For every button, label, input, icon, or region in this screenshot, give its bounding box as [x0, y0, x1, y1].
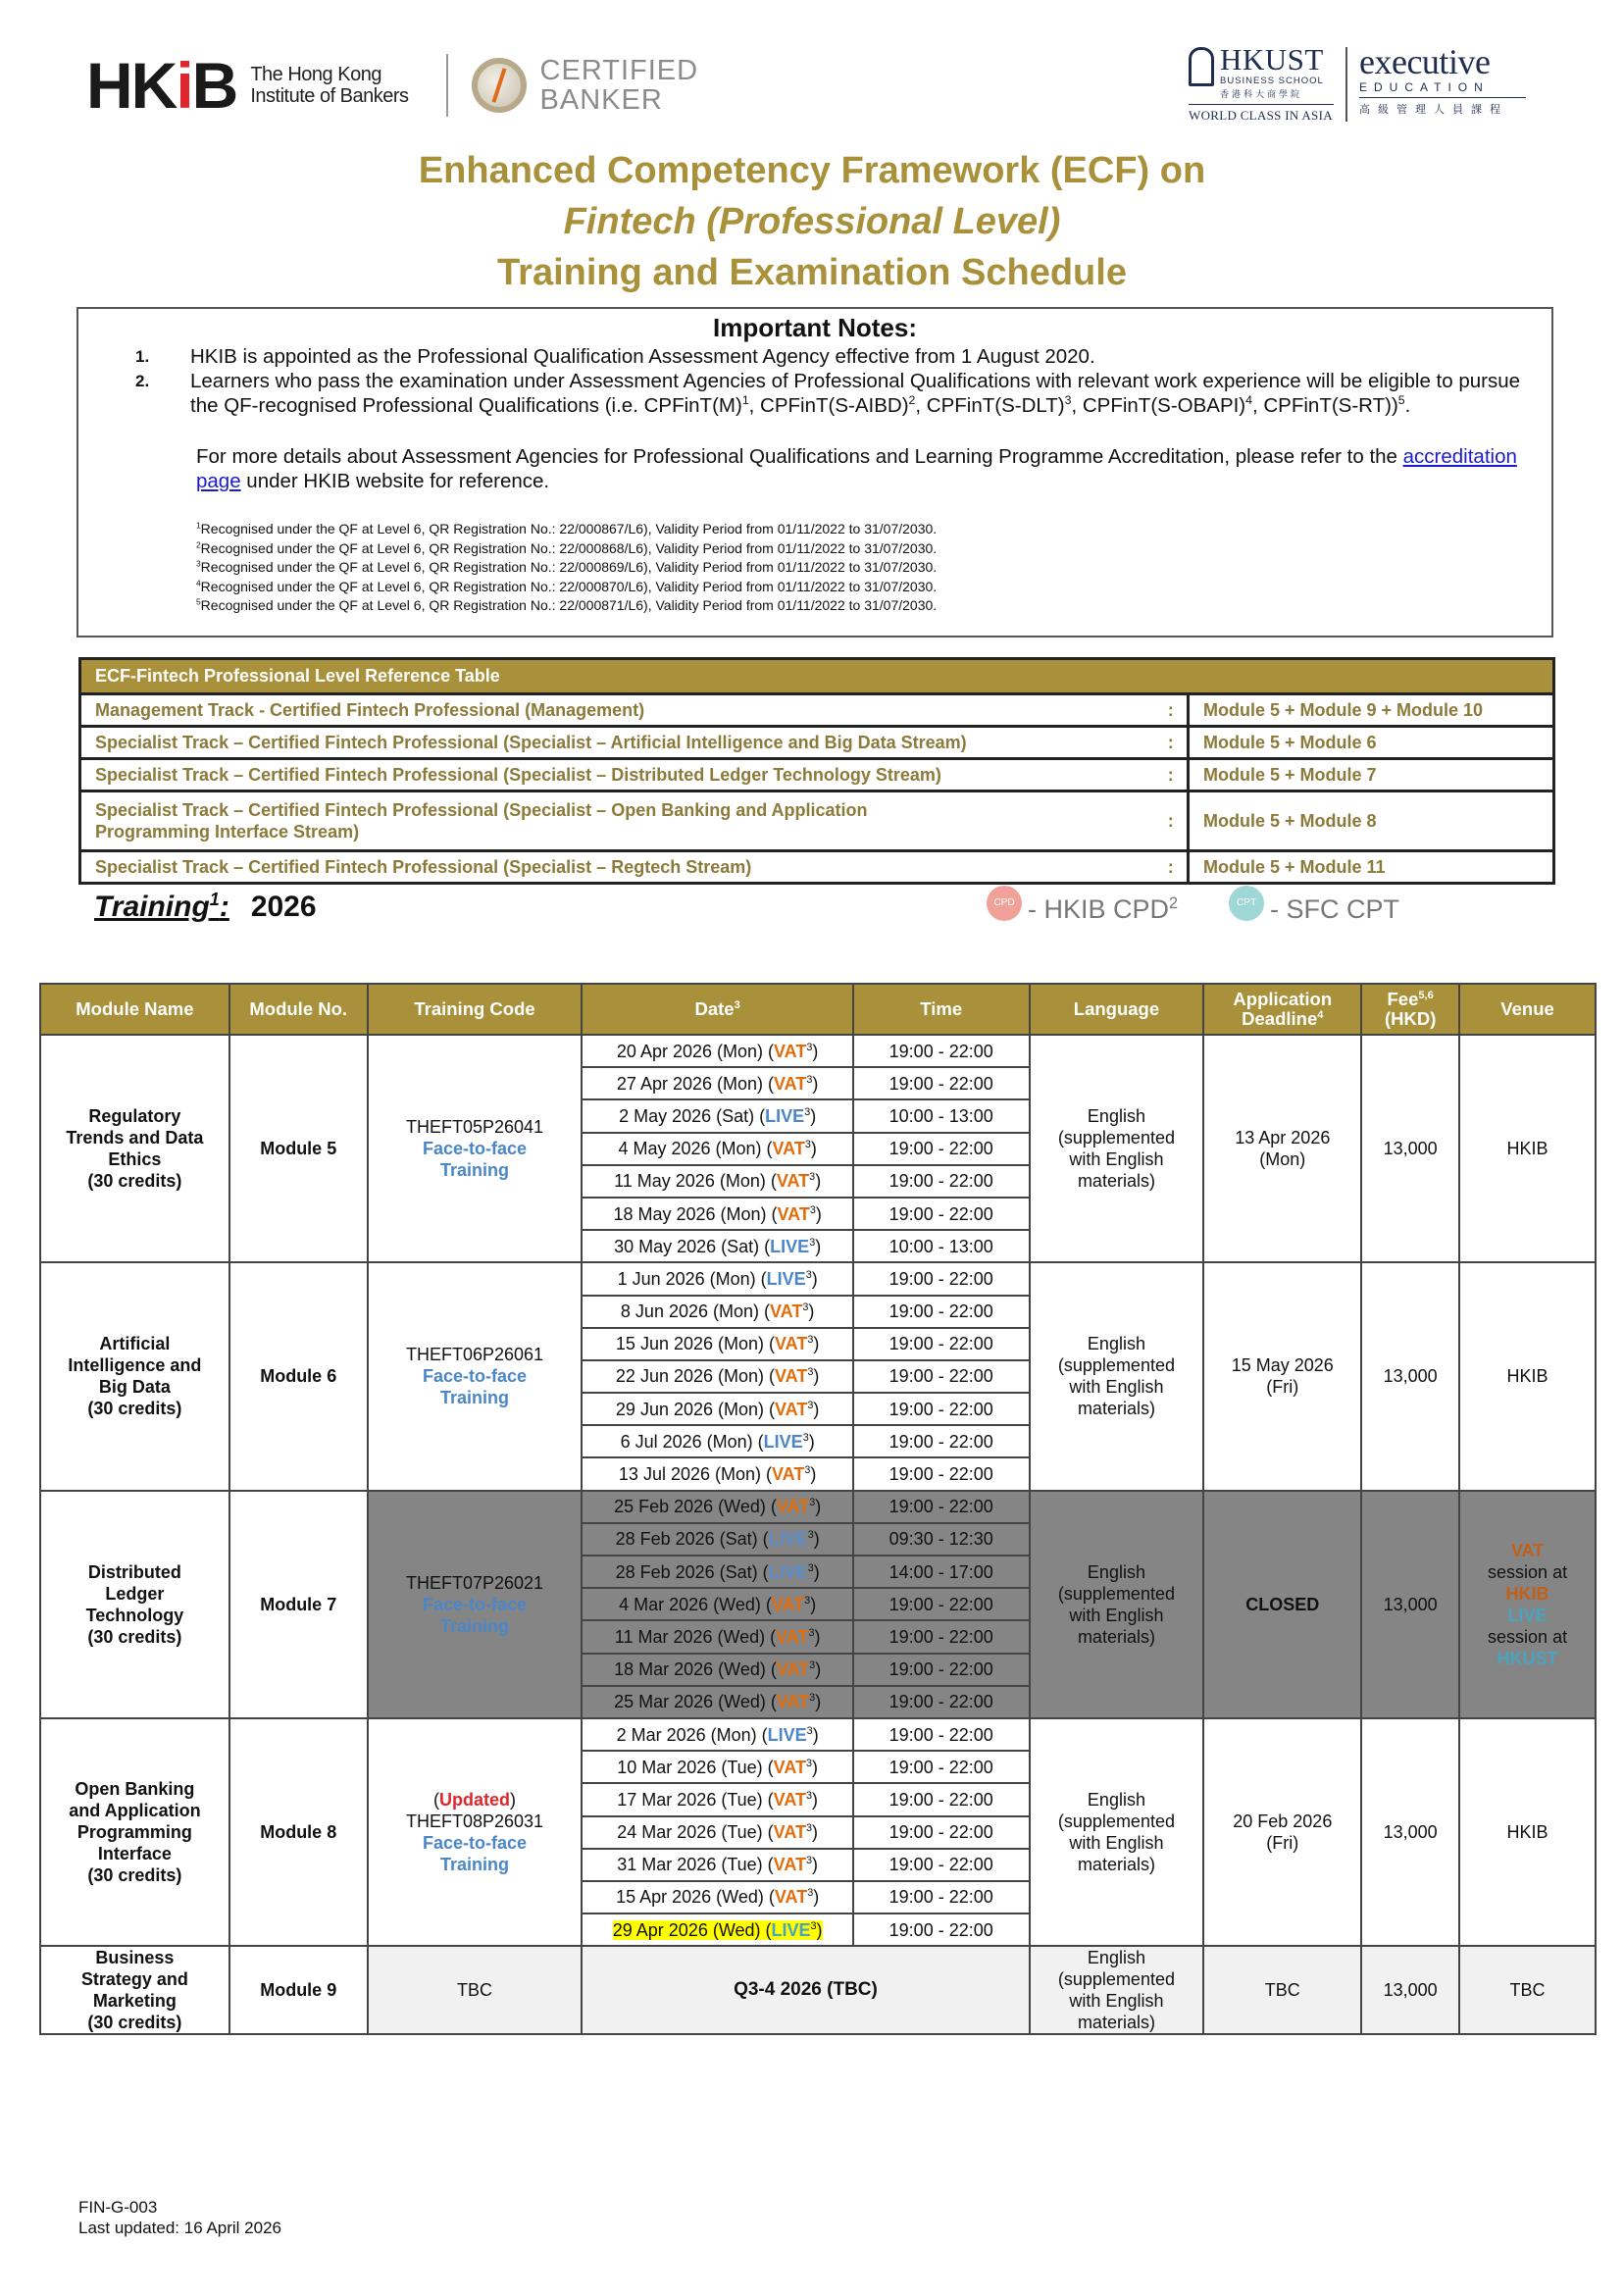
module-no: Module 8: [229, 1718, 368, 1946]
exec-chinese: 高級管理人員課程: [1359, 104, 1508, 116]
header-module-no: Module No.: [229, 984, 368, 1035]
header-training-code: Training Code: [368, 984, 583, 1035]
session-date: 11 Mar 2026 (Wed) (VAT$^3$): [582, 1620, 852, 1653]
session-time: 19:00 - 22:00: [853, 1328, 1030, 1360]
document-footer: [78, 2197, 281, 2238]
training-schedule-table: [39, 983, 1597, 2035]
venue: HKIB: [1459, 1262, 1596, 1490]
session-time: 19:00 - 22:00: [853, 1654, 1030, 1686]
session-row: [40, 1718, 1596, 1751]
footnotes: [196, 520, 1530, 616]
language: English (supplemented with English materials): [1030, 1946, 1204, 2034]
module-row: [40, 1946, 1596, 2034]
session-time: 19:00 - 22:00: [853, 1718, 1030, 1751]
session-date: 15 Apr 2026 (Wed) (VAT$^3$): [582, 1881, 852, 1913]
session-time: 19:00 - 22:00: [853, 1816, 1030, 1849]
session-date: 25 Feb 2026 (Wed) (VAT$^3$): [582, 1491, 852, 1523]
reference-row: Specialist Track – Certified Fintech Professional (Specialist – Open Banking and Application Programming Interface Stream) : Module 5 + Module 8: [80, 791, 1554, 851]
session-time: 19:00 - 22:00: [853, 1133, 1030, 1165]
certified-banker-text: CERTIFIED BANKER: [539, 55, 699, 116]
hkib-logo-text: The Hong Kong Institute of Bankers: [250, 64, 409, 107]
session-time: 19:00 - 22:00: [853, 1783, 1030, 1815]
session-time: 19:00 - 22:00: [853, 1198, 1030, 1230]
session-date: 6 Jul 2026 (Mon) (LIVE$^3$): [582, 1425, 852, 1457]
exec-title: executive: [1359, 42, 1491, 81]
footnote: $^1$Recognised under the QF at Level 6, QR Registration No.: 22/000867/L6), Validity Period from 01/11/2022 to 31/07/2030.: [196, 520, 938, 536]
title-line-1: Enhanced Competency Framework (ECF) on: [418, 150, 1206, 191]
session-time: 09:30 - 12:30: [853, 1523, 1030, 1556]
session-date: 20 Apr 2026 (Mon) (VAT$^3$): [582, 1035, 852, 1067]
application-deadline: TBC: [1203, 1946, 1361, 2034]
application-deadline: 20 Feb 2026 (Fri): [1203, 1718, 1361, 1946]
accreditation-page-link[interactable]: accreditation page: [196, 445, 1517, 492]
training-year: 2026: [250, 891, 317, 923]
fee: 13,000: [1361, 1491, 1459, 1718]
session-date: Q3-4 2026 (TBC): [582, 1946, 1029, 2034]
training-code: THEFT07P26021 Face-to-face Training: [368, 1491, 583, 1718]
session-time: 14:00 - 17:00: [853, 1556, 1030, 1588]
logo-divider: [446, 54, 448, 117]
session-date: 30 May 2026 (Sat) (LIVE$^3$): [582, 1230, 852, 1262]
reference-row: Management Track - Certified Fintech Professional (Management) : Module 5 + Module 9 + Module 10: [80, 694, 1554, 727]
reference-table: [78, 657, 1555, 885]
notes-list: [100, 344, 1530, 418]
header-venue: Venue: [1459, 984, 1596, 1035]
session-date: 24 Mar 2026 (Tue) (VAT$^3$): [582, 1816, 852, 1849]
session-date: 31 Mar 2026 (Tue) (VAT$^3$): [582, 1849, 852, 1881]
session-date: 1 Jun 2026 (Mon) (LIVE$^3$): [582, 1262, 852, 1295]
footnote: $^3$Recognised under the QF at Level 6, QR Registration No.: 22/000869/L6), Validity Period from 01/11/2022 to 31/07/2030.: [196, 558, 938, 575]
language: English (supplemented with English materials): [1030, 1035, 1204, 1262]
cpt-badge-icon: CPT: [1229, 886, 1264, 921]
logo-divider: [1345, 47, 1347, 122]
session-date: 4 Mar 2026 (Wed) (VAT$^3$): [582, 1588, 852, 1620]
session-date: 28 Feb 2026 (Sat) (LIVE$^3$): [582, 1556, 852, 1588]
training-code: THEFT06P26061 Face-to-face Training: [368, 1262, 583, 1490]
notes-heading: Important Notes:: [713, 313, 917, 342]
session-time: 19:00 - 22:00: [853, 1913, 1030, 1946]
footnote: $^2$Recognised under the QF at Level 6, QR Registration No.: 22/000868/L6), Validity Period from 01/11/2022 to 31/07/2030.: [196, 538, 938, 556]
training-heading: Training$^1$: 2026: [94, 890, 317, 923]
session-time: 19:00 - 22:00: [853, 1035, 1030, 1067]
exec-ed-logo: [1359, 42, 1526, 128]
more-details-text: For more details about Assessment Agencies for Professional Qualifications and Learning Programme Accreditation, please refer to the accreditation page under HKIB website for reference.: [196, 445, 1517, 492]
reference-table-header: ECF-Fintech Professional Level Reference Table: [80, 659, 1554, 694]
header-time: Time: [853, 984, 1030, 1035]
session-date: 17 Mar 2026 (Tue) (VAT$^3$): [582, 1783, 852, 1815]
module-no: Module 9: [229, 1946, 368, 2034]
last-updated: Last updated: 16 April 2026: [78, 2219, 281, 2237]
header-fee: Fee$^{5,6}$ (HKD): [1361, 984, 1459, 1035]
session-date: 4 May 2026 (Mon) (VAT$^3$): [582, 1133, 852, 1165]
venue: TBC: [1459, 1946, 1596, 2034]
session-time: 19:00 - 22:00: [853, 1751, 1030, 1783]
language: English (supplemented with English materials): [1030, 1718, 1204, 1946]
session-date: 10 Mar 2026 (Tue) (VAT$^3$): [582, 1751, 852, 1783]
title-line-2: Fintech (Professional Level): [563, 201, 1061, 242]
credit-legend: CPD - HKIB CPD$^2$ CPT - SFC CPT: [987, 894, 1399, 925]
session-date: 13 Jul 2026 (Mon) (VAT$^3$): [582, 1457, 852, 1490]
session-time: 19:00 - 22:00: [853, 1457, 1030, 1490]
application-deadline-closed: CLOSED: [1203, 1491, 1361, 1718]
session-time: 19:00 - 22:00: [853, 1360, 1030, 1393]
session-time: 10:00 - 13:00: [853, 1230, 1030, 1262]
cpd-badge-icon: CPD: [987, 886, 1022, 921]
session-date: 2 May 2026 (Sat) (LIVE$^3$): [582, 1099, 852, 1132]
schedule-header-row: [40, 984, 1596, 1035]
title-line-3: Training and Examination Schedule: [497, 252, 1127, 293]
session-time: 19:00 - 22:00: [853, 1620, 1030, 1653]
module-no: Module 6: [229, 1262, 368, 1490]
module-no: Module 7: [229, 1491, 368, 1718]
venue: HKIB: [1459, 1035, 1596, 1262]
header-date: Date$^3$: [582, 984, 852, 1035]
session-time: 19:00 - 22:00: [853, 1849, 1030, 1881]
application-deadline: 13 Apr 2026 (Mon): [1203, 1035, 1361, 1262]
hkust-exec-ed-logo: [1189, 42, 1542, 128]
training-code: THEFT05P26041 Face-to-face Training: [368, 1035, 583, 1262]
header-module-name: Module Name: [40, 984, 229, 1035]
session-row: [40, 1491, 1596, 1523]
session-date: 22 Jun 2026 (Mon) (VAT$^3$): [582, 1360, 852, 1393]
module-name: Open Banking and Application Programming Interface (30 credits): [40, 1718, 229, 1946]
hkust-title: HKUST: [1220, 42, 1324, 77]
venue: VAT session at HKIB LIVE session at HKUST: [1459, 1491, 1596, 1718]
reference-row: Specialist Track – Certified Fintech Professional (Specialist – Artificial Intelligence and Big Data Stream) : Module 5 + Module 6: [80, 727, 1554, 759]
module-name: Business Strategy and Marketing (30 credits): [40, 1946, 229, 2034]
session-date: 2 Mar 2026 (Mon) (LIVE$^3$): [582, 1718, 852, 1751]
language: English (supplemented with English materials): [1030, 1262, 1204, 1490]
session-date: 27 Apr 2026 (Mon) (VAT$^3$): [582, 1067, 852, 1099]
session-date: 29 Jun 2026 (Mon) (VAT$^3$): [582, 1393, 852, 1425]
session-time: 19:00 - 22:00: [853, 1686, 1030, 1718]
session-time: 19:00 - 22:00: [853, 1425, 1030, 1457]
page-title: [0, 145, 1624, 298]
certified-banker-emblem-icon: [472, 58, 527, 113]
exec-subtitle: EDUCATION: [1359, 80, 1526, 98]
session-time: 19:00 - 22:00: [853, 1881, 1030, 1913]
session-date: 25 Mar 2026 (Wed) (VAT$^3$): [582, 1686, 852, 1718]
module-name: Distributed Ledger Technology (30 credits): [40, 1491, 229, 1718]
hkust-chinese: 香港科大商學院: [1220, 89, 1303, 99]
language: English (supplemented with English materials): [1030, 1491, 1204, 1718]
highlighted-date: 29 Apr 2026 (Wed) (LIVE$^3$): [612, 1919, 823, 1940]
session-time: 19:00 - 22:00: [853, 1588, 1030, 1620]
venue: HKIB: [1459, 1718, 1596, 1946]
hkib-certified-banker-logo: [86, 41, 704, 129]
hkust-tagline: WORLD CLASS IN ASIA: [1189, 104, 1334, 124]
session-time: 19:00 - 22:00: [853, 1262, 1030, 1295]
fee: 13,000: [1361, 1262, 1459, 1490]
hkust-logo: [1189, 42, 1336, 128]
application-deadline: 15 May 2026 (Fri): [1203, 1262, 1361, 1490]
reference-row: Specialist Track – Certified Fintech Professional (Specialist – Distributed Ledger Technology Stream) : Module 5 + Module 7: [80, 759, 1554, 791]
hkib-logo-mark: HKiB: [86, 49, 237, 122]
footnote: $^4$Recognised under the QF at Level 6, QR Registration No.: 22/000870/L6), Validity Period from 01/11/2022 to 31/07/2030.: [196, 577, 938, 594]
session-date: 15 Jun 2026 (Mon) (VAT$^3$): [582, 1328, 852, 1360]
training-code: (Updated) THEFT08P26031 Face-to-face Training: [368, 1718, 583, 1946]
session-date: 18 Mar 2026 (Wed) (VAT$^3$): [582, 1654, 852, 1686]
note-item: 2. Learners who pass the examination under Assessment Agencies of Professional Qualifications with relevant work experience will be eligible to pursue the QF-recognised Professional Qualifications (i.e. $CPFinT(M)^1$, CPFinT(S-AIBD)$^2$, $CPFinT(S-DLT)^3$, CPFinT(S-OBAPI)$^4$, CPFinT(S-RT))$^5$.: [135, 370, 1521, 417]
session-time: 19:00 - 22:00: [853, 1296, 1030, 1328]
important-notes-box: [76, 307, 1553, 638]
session-row: [40, 1035, 1596, 1067]
session-time: 19:00 - 22:00: [853, 1393, 1030, 1425]
session-row: [40, 1262, 1596, 1295]
fee: 13,000: [1361, 1718, 1459, 1946]
session-time: 10:00 - 13:00: [853, 1099, 1030, 1132]
header-language: Language: [1030, 984, 1204, 1035]
reference-row: Specialist Track – Certified Fintech Professional (Specialist – Regtech Stream) : Module 5 + Module 11: [80, 851, 1554, 884]
module-name: Artificial Intelligence and Big Data (30 credits): [40, 1262, 229, 1490]
session-date: 18 May 2026 (Mon) (VAT$^3$): [582, 1198, 852, 1230]
session-date: 11 May 2026 (Mon) (VAT$^3$): [582, 1165, 852, 1198]
session-time: 19:00 - 22:00: [853, 1067, 1030, 1099]
session-date: 28 Feb 2026 (Sat) (LIVE$^3$): [582, 1523, 852, 1556]
training-code: TBC: [368, 1946, 583, 2034]
hkust-school: BUSINESS SCHOOL: [1220, 76, 1324, 86]
note-item: 1. HKIB is appointed as the Professional Qualification Assessment Agency effective from 1 August 2020.: [135, 345, 1095, 368]
session-date: [582, 1913, 852, 1946]
hkust-crest-icon: [1189, 47, 1214, 86]
module-name: Regulatory Trends and Data Ethics (30 credits): [40, 1035, 229, 1262]
session-time: 19:00 - 22:00: [853, 1165, 1030, 1198]
module-no: Module 5: [229, 1035, 368, 1262]
session-time: 19:00 - 22:00: [853, 1491, 1030, 1523]
header-application-deadline: Application Deadline$^4$: [1203, 984, 1361, 1035]
session-date: 8 Jun 2026 (Mon) (VAT$^3$): [582, 1296, 852, 1328]
document-code: FIN-G-003: [78, 2198, 158, 2217]
fee: 13,000: [1361, 1946, 1459, 2034]
fee: 13,000: [1361, 1035, 1459, 1262]
footnote: $^5$Recognised under the QF at Level 6, QR Registration No.: 22/000871/L6), Validity Period from 01/11/2022 to 31/07/2030.: [196, 596, 938, 613]
